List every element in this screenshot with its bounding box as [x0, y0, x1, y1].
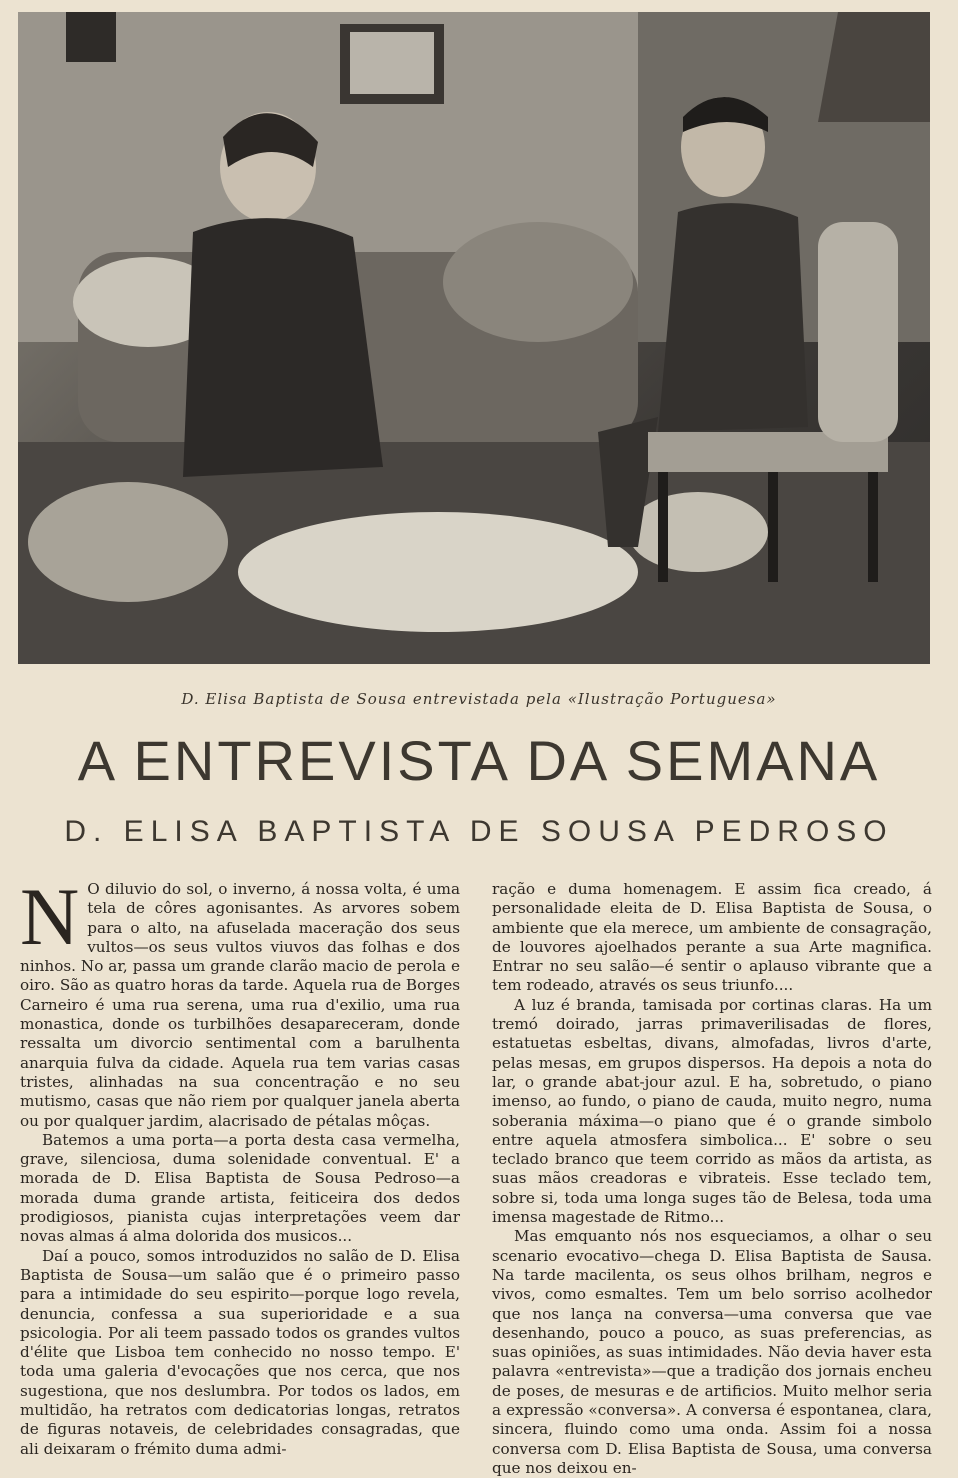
- paragraph-text: O diluvio do sol, o inverno, á nossa volta, é uma tela de côres agonisantes. As arvores sobem para o alto, na afuselada maceração dos seus vultos—os seus vultos viuvos das folhas e dos ninhos. No ar, passa um grande clarão macio de perola e oiro. São as quatro horas da tarde. Aquela rua de Borges Carneiro é uma rua serena, uma rua d'exilio, uma rua monastica, donde os turbilhões desapareceram, donde ressalta um divorcio sentimental com a barulhenta anarquia fulva da cidade. Aquela rua tem varias casas tristes, alinhadas na sua concentração e no seu mutismo, casas que não riem por qualquer janela aberta ou por qualquer jardim, alacrisado de pétalas môças.: [20, 880, 460, 1130]
- photo-caption: D. Elisa Baptista de Sousa entrevistada pela «Ilustração Portuguesa»: [181, 690, 777, 708]
- drop-cap: N: [20, 871, 80, 962]
- article-headline: A ENTREVISTA DA SEMANA: [77, 729, 881, 792]
- article-paragraph: Mas emquanto nós nos esqueciamos, a olhar o seu scenario evocativo—chega D. Elisa Baptista de Sausa. Na tarde macilenta, os seus olhos brilham, negros e vivos, como esmaltes. Tem um belo sorriso acolhedor que nos lança na conversa—uma conversa que vae desenhando, pouco a pouco, as suas preferencias, as suas opiniões, as suas intimidades. Não devia haver esta palavra «entrevista»—que a tradição dos jornais encheu de poses, de mesuras e de artificios. Muito melhor seria a expressão «conversa». A conversa é espontanea, clara, sincera, fluindo como uma onda. Assim foi a nossa conversa com D. Elisa Baptista de Sousa, uma conversa que nos deixou en-: [492, 1227, 932, 1477]
- article-column-right: [492, 880, 932, 1478]
- article-paragraph: ração e duma homenagem. E assim fica creado, á personalidade eleita de D. Elisa Baptista de Sousa, o ambiente que ela merece, um ambiente de consagração, de louvores ajoelhados perante a sua Arte magnifica. Entrar no seu salão—é sentir o aplauso vibrante que a tem rodeado, através os seus triunfo....: [492, 880, 932, 995]
- article-paragraph: Batemos a uma porta—a porta desta casa vermelha, grave, silenciosa, duma solenidade conventual. E' a morada de D. Elisa Baptista de Sousa Pedroso—a morada duma grande artista, feiticeira dos dedos prodigiosos, pianista cujas interpretações veem dar novas almas á alma dolorida dos musicos...: [20, 1130, 460, 1246]
- article-paragraph: Daí a pouco, somos introduzidos no salão de D. Elisa Baptista de Sousa—um salão que é o primeiro passo para a intimidade do seu espirito—porque logo revela, denuncia, confessa a sua superioridade e a sua psicologia. Por ali teem passado todos os grandes vultos d'élite que Lisboa tem conhecido no nosso tempo. E' toda uma galeria d'evocações que nos cerca, que nos sugestiona, que nos deslumbra. Por todos os lados, em multidão, ha retratos com dedicatorias longas, retratos de figuras notaveis, de celebridades consagradas, que ali deixaram o frémito duma admi-: [20, 1246, 460, 1458]
- article-paragraph: A luz é branda, tamisada por cortinas claras. Ha um tremó doirado, jarras primaverilisadas de flores, estatuetas esbeltas, divans, almofadas, livros d'arte, pelas mesas, em grupos dispersos. Ha depois a nota do lar, o grande abat-jour azul. E ha, sobretudo, o piano imenso, ao fundo, o piano de cauda, muito negro, numa soberania máxima—o piano que é o grande simbolo entre aquela atmosfera simbolica... E' sobre o seu teclado branco que teem corrido as mãos da artista, as suas mãos creadoras e vibrateis. Esse teclado tem, sobre si, toda uma longa suges tão de Belesa, toda uma imensa magestade de Ritmo...: [492, 995, 932, 1227]
- interview-photo: [18, 12, 930, 664]
- photo-illustration: [18, 12, 930, 664]
- article-column-left: [20, 871, 460, 1459]
- article-paragraph: [20, 871, 460, 1131]
- article-subheadline: D. ELISA BAPTISTA DE SOUSA PEDROSO: [64, 815, 894, 848]
